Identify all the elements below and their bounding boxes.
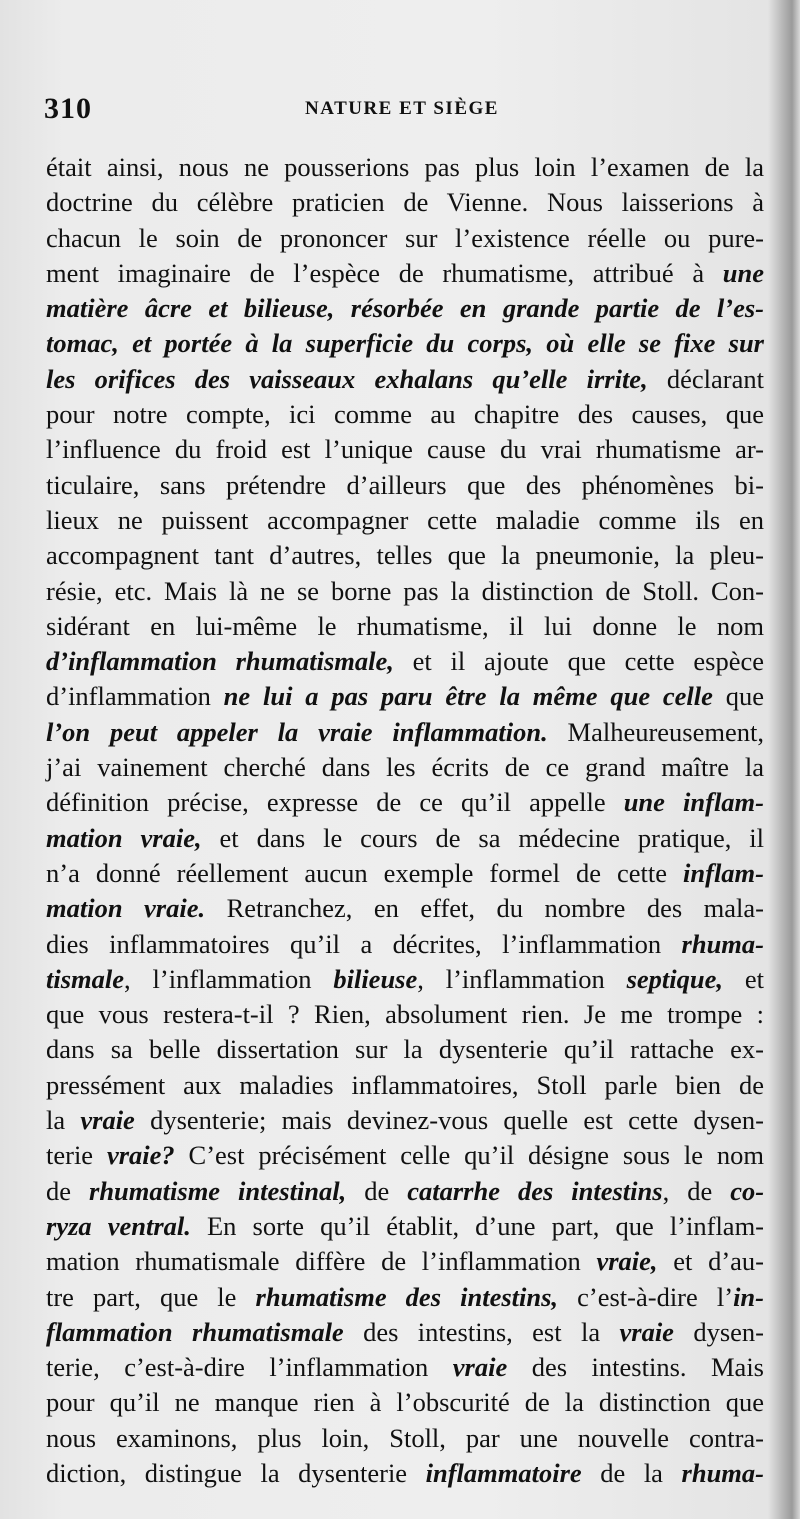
text-line — [46, 1138, 764, 1173]
text-line — [46, 538, 764, 573]
text-run: était ainsi, nous ne pousserions pas plus loin l’examen de la — [46, 152, 764, 182]
text-run: doctrine du célèbre praticien de Vienne. Nous laisserions à — [46, 187, 764, 218]
text-line — [46, 609, 764, 644]
text-line — [46, 1103, 764, 1138]
text-run: chacun le soin de prononcer sur l’existence réelle ou pure- — [46, 222, 764, 253]
italic-run: mation vraie. — [46, 893, 206, 924]
text-run: et il ajoute que cette espèce — [393, 646, 764, 677]
italic-run: une inflam- — [623, 787, 764, 818]
body-text — [46, 150, 764, 1491]
text-line — [46, 997, 764, 1032]
italic-run: tismale — [46, 963, 125, 994]
italic-run: tomac, et portée à la superficie du corps, où elle se fixe sur — [46, 328, 764, 359]
text-line — [46, 468, 764, 503]
text-line — [46, 326, 764, 361]
text-line — [46, 256, 764, 291]
page-header — [44, 92, 760, 124]
text-run: terie — [46, 1140, 107, 1171]
text-line — [46, 927, 764, 962]
text-run: C’est précisément celle qu’il désigne sous le nom — [174, 1140, 764, 1171]
page-number: 310 — [44, 92, 92, 125]
italic-run: mation vraie, — [46, 822, 202, 853]
text-line — [46, 397, 764, 432]
text-line — [46, 291, 764, 326]
text-run: et d’au- — [657, 1246, 764, 1277]
text-line — [46, 821, 764, 856]
italic-run: ryza ventral. — [46, 1210, 191, 1241]
italic-run: rhuma- — [681, 1457, 764, 1488]
italic-run: vraie, — [596, 1246, 658, 1277]
text-run: dysenterie; mais devinez-vous quelle est cette dysen- — [134, 1105, 764, 1136]
italic-run: une — [722, 257, 764, 288]
text-run: accompagnent tant d’autres, telles que la pneumonie, la pleu- — [46, 540, 764, 571]
text-line — [46, 1032, 764, 1067]
text-line — [46, 1244, 764, 1279]
italic-run: catarrhe des intestins — [407, 1175, 663, 1206]
text-run: de la — [581, 1457, 682, 1488]
text-run: n’a donné réellement aucun exemple formel de cette — [46, 857, 684, 888]
text-run: terie, c’est-à-dire l’inflammation — [46, 1352, 453, 1383]
text-run: des intestins. Mais — [507, 1352, 764, 1383]
text-line — [46, 1385, 764, 1420]
text-run: d’inflammation — [46, 681, 224, 712]
italic-run: septique, — [626, 963, 724, 994]
text-run: que — [712, 681, 764, 712]
italic-run: bilieuse — [333, 963, 418, 994]
text-line — [46, 503, 764, 538]
text-run: pressément aux maladies inflammatoires, Stoll parle bien de — [46, 1069, 764, 1100]
text-line — [46, 891, 764, 926]
italic-run: d’inflammation rhumatismale, — [46, 646, 394, 677]
italic-run: vraie — [452, 1352, 508, 1383]
italic-run: matière âcre et bilieuse, résorbée en grande partie de l’es- — [46, 293, 764, 324]
italic-run: rhuma- — [681, 928, 764, 959]
text-line — [46, 432, 764, 467]
text-line — [46, 185, 764, 220]
text-run: c’est-à-dire l’ — [558, 1281, 734, 1312]
text-run: dies inflammatoires qu’il a décrites, l’inflammation — [46, 928, 682, 959]
text-run: diction, distingue la dysenterie — [46, 1457, 426, 1488]
text-run: , de — [662, 1175, 731, 1206]
text-run: définition précise, expresse de ce qu’il appelle — [46, 787, 624, 818]
text-run: , l’inflammation — [124, 963, 334, 994]
text-line — [46, 715, 764, 750]
text-line — [46, 150, 764, 185]
italic-run: inflam- — [683, 857, 764, 888]
text-run: de — [346, 1175, 408, 1206]
italic-run: ne lui a pas paru être la même que celle — [223, 681, 713, 712]
text-run: mation rhumatismale diffère de l’inflammation — [46, 1246, 597, 1277]
italic-run: vraie — [619, 1316, 674, 1347]
text-line — [46, 574, 764, 609]
italic-run: inflammatoire — [425, 1457, 582, 1488]
italic-run: les orifices des vaisseaux exhalans qu’elle irrite, — [46, 363, 648, 394]
text-line — [46, 1350, 764, 1385]
text-run: déclarant — [647, 363, 764, 394]
text-line — [46, 1421, 764, 1456]
text-line — [46, 1068, 764, 1103]
text-run: et dans le cours de sa médecine pratique, il — [201, 822, 764, 853]
text-run: nous examinons, plus loin, Stoll, par une nouvelle contra- — [46, 1422, 764, 1453]
italic-run: in- — [733, 1281, 764, 1312]
text-line — [46, 785, 764, 820]
text-run: de — [46, 1175, 89, 1206]
text-run: , l’inflammation — [417, 963, 627, 994]
text-run: sidérant en lui-même le rhumatisme, il lui donne le nom — [46, 610, 764, 641]
text-line — [46, 750, 764, 785]
text-run: En sorte qu’il établit, d’une part, que l’inflam- — [190, 1210, 765, 1241]
text-run: ticulaire, sans prétendre d’ailleurs que des phénomènes bi- — [46, 469, 764, 500]
text-line — [46, 856, 764, 891]
text-line — [46, 962, 764, 997]
italic-run: rhumatisme intestinal, — [89, 1175, 347, 1206]
text-run: Retranchez, en effet, du nombre des mala- — [205, 893, 764, 924]
italic-run: vraie? — [106, 1140, 175, 1171]
italic-run: l’on peut appeler la vraie inflammation. — [46, 716, 548, 747]
text-line — [46, 1174, 764, 1209]
text-run: lieux ne puissent accompagner cette maladie comme ils en — [46, 504, 764, 535]
italic-run: co- — [730, 1175, 765, 1206]
italic-run: flammation rhumatismale — [46, 1316, 344, 1347]
text-run: Malheureusement, — [547, 716, 764, 747]
text-line — [46, 1209, 764, 1244]
italic-run: rhumatisme des intestins, — [255, 1281, 559, 1312]
text-run: résie, etc. Mais là ne se borne pas la distinction de Stoll. Con- — [46, 575, 764, 606]
text-run: ment imaginaire de l’espèce de rhumatisme, attribué à — [46, 257, 723, 288]
text-run: et — [723, 963, 764, 994]
text-run: dysen- — [673, 1316, 764, 1347]
text-run: j’ai vainement cherché dans les écrits de ce grand maître la — [46, 752, 764, 783]
text-line — [46, 1315, 764, 1350]
text-line — [46, 679, 764, 714]
text-run: que vous restera-t-il ? Rien, absolument rien. Je me trompe : — [46, 999, 764, 1030]
text-run: tre part, que le — [46, 1281, 256, 1312]
italic-run: vraie — [80, 1105, 135, 1136]
text-run: pour notre compte, ici comme au chapitre des causes, que — [46, 399, 764, 430]
running-title: NATURE ET SIÈGE — [305, 98, 499, 119]
text-run: dans sa belle dissertation sur la dysenterie qu’il rattache ex- — [46, 1034, 764, 1065]
text-line — [46, 1280, 764, 1315]
text-run: des intestins, est la — [343, 1316, 620, 1347]
text-run: la — [46, 1105, 81, 1136]
text-run: l’influence du froid est l’unique cause du vrai rhumatisme ar- — [46, 434, 764, 465]
text-run: pour qu’il ne manque rien à l’obscurité de la distinction que — [46, 1387, 764, 1418]
text-line — [46, 1456, 764, 1491]
text-line — [46, 362, 764, 397]
text-line — [46, 644, 764, 679]
text-line — [46, 221, 764, 256]
